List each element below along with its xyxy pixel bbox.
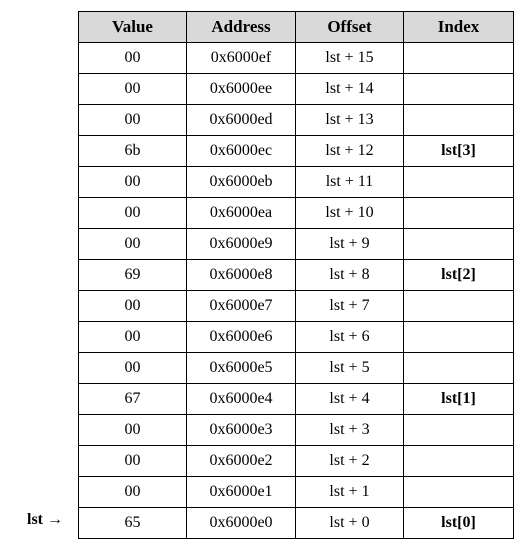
offset-cell: lst + 4 (296, 384, 404, 415)
index-cell (404, 477, 514, 508)
index-cell (404, 291, 514, 322)
address-cell: 0x6000e0 (187, 508, 296, 539)
table-row (79, 322, 514, 353)
offset-cell: lst + 10 (296, 198, 404, 229)
index-cell: lst[3] (404, 136, 514, 167)
table-row (79, 229, 514, 260)
offset-cell: lst + 1 (296, 477, 404, 508)
table-row (79, 446, 514, 477)
index-cell: lst[1] (404, 384, 514, 415)
offset-cell: lst + 14 (296, 74, 404, 105)
offset-cell: lst + 15 (296, 43, 404, 74)
index-cell: lst[2] (404, 260, 514, 291)
value-cell: 00 (79, 167, 187, 198)
value-cell: 00 (79, 291, 187, 322)
table-row (79, 260, 514, 291)
table-row (79, 74, 514, 105)
offset-cell: lst + 0 (296, 508, 404, 539)
address-cell: 0x6000e8 (187, 260, 296, 291)
address-cell: 0x6000ef (187, 43, 296, 74)
value-cell: 65 (79, 508, 187, 539)
value-cell: 67 (79, 384, 187, 415)
memory-body (79, 43, 514, 539)
index-cell (404, 167, 514, 198)
address-cell: 0x6000e9 (187, 229, 296, 260)
address-cell: 0x6000e4 (187, 384, 296, 415)
value-cell: 6b (79, 136, 187, 167)
address-cell: 0x6000ec (187, 136, 296, 167)
value-cell: 00 (79, 353, 187, 384)
table-row (79, 415, 514, 446)
table-row (79, 384, 514, 415)
header-row (79, 12, 514, 43)
header-address: Address (187, 12, 296, 43)
table-row (79, 508, 514, 539)
address-cell: 0x6000e7 (187, 291, 296, 322)
value-cell: 00 (79, 322, 187, 353)
table-row (79, 105, 514, 136)
value-cell: 00 (79, 415, 187, 446)
offset-cell: lst + 6 (296, 322, 404, 353)
index-cell (404, 229, 514, 260)
address-cell: 0x6000ee (187, 74, 296, 105)
address-cell: 0x6000ea (187, 198, 296, 229)
value-cell: 00 (79, 105, 187, 136)
address-cell: 0x6000ed (187, 105, 296, 136)
header-index: Index (404, 12, 514, 43)
table-row (79, 43, 514, 74)
index-cell (404, 198, 514, 229)
value-cell: 00 (79, 43, 187, 74)
offset-cell: lst + 9 (296, 229, 404, 260)
offset-cell: lst + 13 (296, 105, 404, 136)
address-cell: 0x6000e6 (187, 322, 296, 353)
index-cell: lst[0] (404, 508, 514, 539)
address-cell: 0x6000e2 (187, 446, 296, 477)
index-cell (404, 446, 514, 477)
address-cell: 0x6000e1 (187, 477, 296, 508)
table-row (79, 291, 514, 322)
value-cell: 00 (79, 477, 187, 508)
offset-cell: lst + 7 (296, 291, 404, 322)
offset-cell: lst + 8 (296, 260, 404, 291)
index-cell (404, 415, 514, 446)
address-cell: 0x6000eb (187, 167, 296, 198)
value-cell: 00 (79, 198, 187, 229)
value-cell: 00 (79, 74, 187, 105)
header-offset: Offset (296, 12, 404, 43)
address-cell: 0x6000e3 (187, 415, 296, 446)
header-value: Value (79, 12, 187, 43)
offset-cell: lst + 2 (296, 446, 404, 477)
index-cell (404, 43, 514, 74)
offset-cell: lst + 12 (296, 136, 404, 167)
memory-table (78, 11, 514, 539)
value-cell: 00 (79, 446, 187, 477)
offset-cell: lst + 11 (296, 167, 404, 198)
table-row (79, 353, 514, 384)
value-cell: 69 (79, 260, 187, 291)
offset-cell: lst + 3 (296, 415, 404, 446)
table-row (79, 198, 514, 229)
pointer-label: lst → (27, 511, 63, 528)
table-row (79, 477, 514, 508)
index-cell (404, 74, 514, 105)
address-cell: 0x6000e5 (187, 353, 296, 384)
index-cell (404, 105, 514, 136)
table-row (79, 167, 514, 198)
value-cell: 00 (79, 229, 187, 260)
table-row (79, 136, 514, 167)
offset-cell: lst + 5 (296, 353, 404, 384)
index-cell (404, 322, 514, 353)
index-cell (404, 353, 514, 384)
